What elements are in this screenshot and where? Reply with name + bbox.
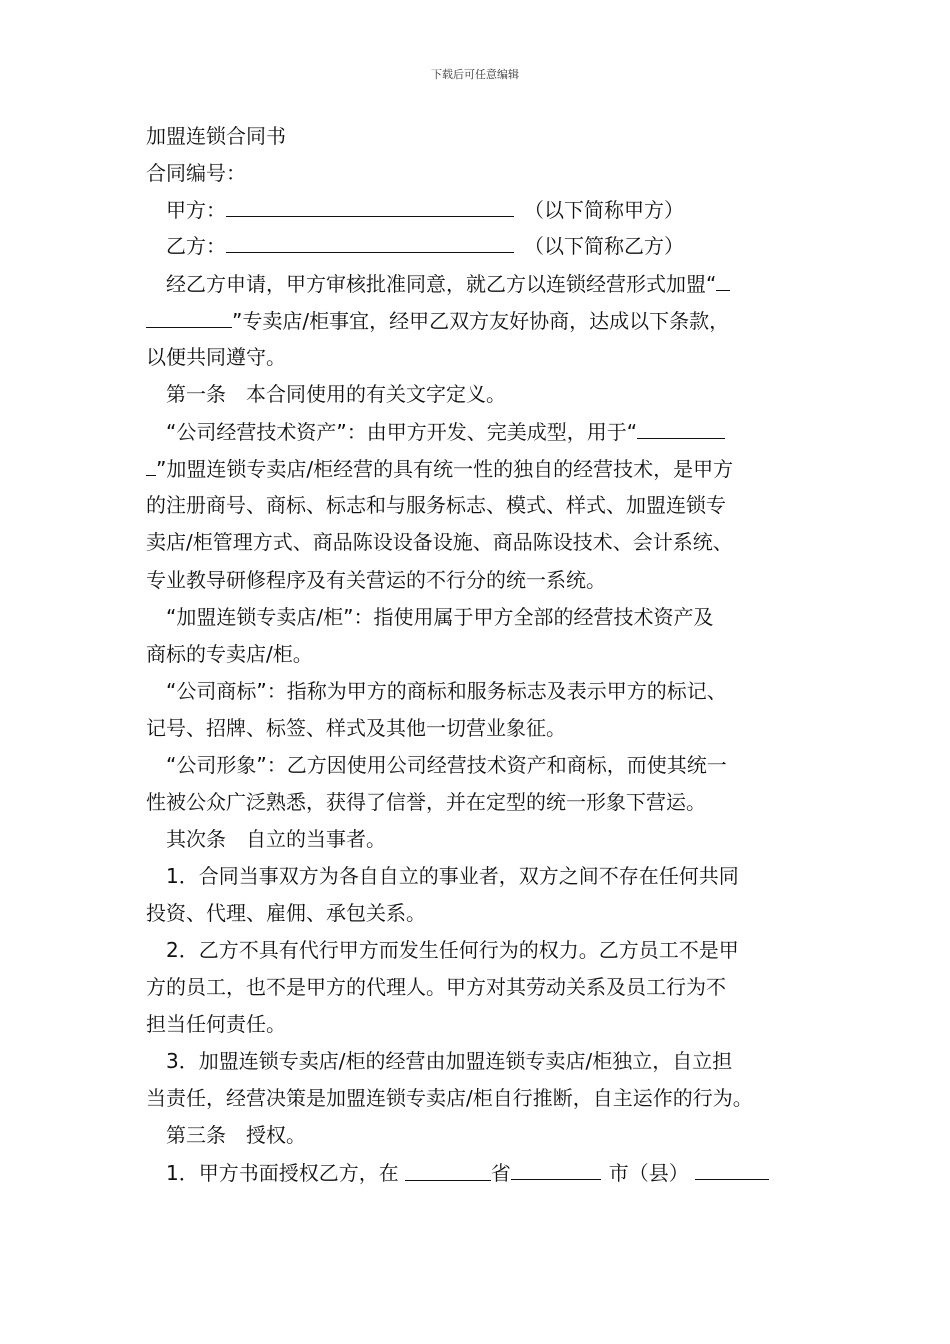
party-b-blank [226, 232, 514, 253]
contract-number: 合同编号： [146, 161, 246, 185]
definition-4-line-2: 性被公众广泛熟悉，获得了信誉，并在定型的统一形象下营运。 [146, 790, 706, 814]
article-3-title: 第三条 授权。 [166, 1123, 306, 1147]
definition-1-line-4: 卖店/柜管理方式、商品陈设设备设施、商品陈设技术、会计系统、 [146, 530, 733, 554]
city-label: 市（县） [608, 1161, 689, 1185]
brand-blank-2-end [146, 455, 156, 476]
definition-1-line-5: 专业教导研修程序及有关营运的不行分的统一系统。 [146, 568, 606, 592]
party-a-label: 甲方： [166, 198, 226, 222]
definition-1-line-2 [146, 455, 733, 482]
intro-line-2 [146, 307, 729, 334]
article-2-item-2-line-1: 2．乙方不具有代行甲方而发生任何行为的权力。乙方员工不是甲 [166, 938, 739, 962]
intro-text-2: ”专卖店/柜事宜，经甲乙双方友好协商，达成以下条款， [232, 309, 730, 333]
definition-2-line-1: “加盟连锁专卖店/柜”：指使用属于甲方全部的经营技术资产及 [166, 605, 714, 629]
intro-text-1: 经乙方申请，甲方审核批准同意，就乙方以连锁经营形式加盟“ [166, 272, 717, 296]
definition-1-line-1 [166, 418, 725, 445]
intro-line-3: 以便共同遵守。 [146, 345, 286, 369]
article-2-item-1-line-2: 投资、代理、雇佣、承包关系。 [146, 901, 426, 925]
article-2-item-2-line-3: 担当任何责任。 [146, 1012, 286, 1036]
article-2-item-1-line-1: 1．合同当事双方为各自自立的事业者，双方之间不存在任何共同 [166, 864, 739, 888]
party-b-label: 乙方： [166, 234, 226, 258]
definition-1-text-2: ”加盟连锁专卖店/柜经营的具有统一性的独自的经营技术，是甲方 [156, 457, 734, 481]
brand-blank-end [146, 307, 232, 328]
page-header: 下载后可任意编辑 [431, 68, 519, 81]
definition-2-line-2: 商标的专卖店/柜。 [146, 642, 313, 666]
party-b-suffix: （以下简称乙方） [524, 234, 684, 258]
brand-blank-start [716, 270, 730, 291]
definition-3-line-2: 记号、招牌、标签、样式及其他一切营业象征。 [146, 716, 566, 740]
definition-3-line-1: “公司商标”：指称为甲方的商标和服务标志及表示甲方的标记、 [166, 679, 727, 703]
province-label: 省 [490, 1161, 511, 1185]
province-blank [405, 1160, 491, 1181]
article-1-title: 第一条 本合同使用的有关文字定义。 [166, 382, 506, 406]
article-3-item-1-line-1 [166, 1159, 769, 1186]
city-blank [511, 1159, 601, 1180]
definition-1-line-3: 的注册商号、商标、标志和与服务标志、模式、样式、加盟连锁专 [146, 493, 726, 517]
article-2-title: 其次条 自立的当事者。 [166, 827, 386, 851]
intro-line-1 [166, 270, 730, 297]
brand-blank-2-start [637, 418, 725, 439]
definition-1-text: “公司经营技术资产”：由甲方开发、完美成型，用于“ [166, 420, 638, 444]
party-a-blank [226, 196, 514, 217]
article-3-item-1-text: 1．甲方书面授权乙方，在 [166, 1161, 399, 1185]
article-2-item-3-line-1: 3．加盟连锁专卖店/柜的经营由加盟连锁专卖店/柜独立，自立担 [166, 1049, 733, 1073]
county-blank [695, 1159, 769, 1180]
document-title: 加盟连锁合同书 [146, 124, 286, 148]
party-a-line [166, 196, 684, 223]
article-2-item-3-line-2: 当责任，经营决策是加盟连锁专卖店/柜自行推断，自主运作的行为。 [146, 1086, 753, 1110]
article-2-item-2-line-2: 方的员工，也不是甲方的代理人。甲方对其劳动关系及员工行为不 [146, 975, 726, 999]
party-b-line [166, 232, 684, 259]
party-a-suffix: （以下简称甲方） [524, 198, 684, 222]
definition-4-line-1: “公司形象”：乙方因使用公司经营技术资产和商标，而使其统一 [166, 753, 727, 777]
